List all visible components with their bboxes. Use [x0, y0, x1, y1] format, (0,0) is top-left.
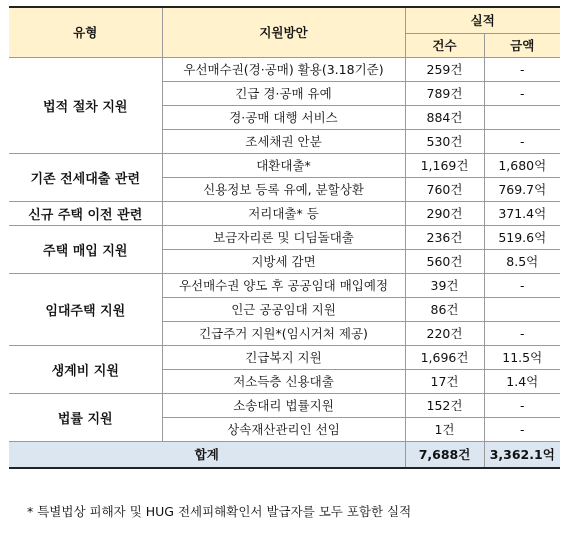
amount-cell: 371.4억	[484, 201, 560, 225]
count-cell: 530건	[405, 129, 484, 153]
method-cell: 긴급복지 지원	[162, 345, 405, 369]
header-type: 유형	[9, 7, 162, 57]
amount-cell	[484, 297, 560, 321]
header-count: 건수	[405, 33, 484, 57]
method-cell: 보금자리론 및 디딤돌대출	[162, 225, 405, 249]
amount-cell: -	[484, 417, 560, 441]
count-cell: 220건	[405, 321, 484, 345]
count-cell: 884건	[405, 105, 484, 129]
category-living-expenses: 생계비 지원	[9, 345, 162, 393]
method-cell: 긴급주거 지원*(임시거처 제공)	[162, 321, 405, 345]
count-cell: 789건	[405, 81, 484, 105]
count-cell: 1,696건	[405, 345, 484, 369]
category-rental-housing: 임대주택 지원	[9, 273, 162, 345]
amount-cell: 1.4억	[484, 369, 560, 393]
count-cell: 760건	[405, 177, 484, 201]
table-row	[9, 153, 560, 177]
category-legal-procedure: 법적 절차 지원	[9, 57, 162, 153]
method-cell: 조세채권 안분	[162, 129, 405, 153]
count-cell: 560건	[405, 249, 484, 273]
amount-cell: -	[484, 129, 560, 153]
count-cell: 259건	[405, 57, 484, 81]
category-existing-loan: 기존 전세대출 관련	[9, 153, 162, 201]
count-cell: 39건	[405, 273, 484, 297]
table-row	[9, 225, 560, 249]
amount-cell: 1,680억	[484, 153, 560, 177]
table-row	[9, 273, 560, 297]
amount-cell: -	[484, 273, 560, 297]
method-cell: 상속재산관리인 선임	[162, 417, 405, 441]
total-count: 7,688건	[405, 441, 484, 468]
method-cell: 우선매수권(경·공매) 활용(3.18기준)	[162, 57, 405, 81]
method-cell: 신용정보 등록 유예, 분할상환	[162, 177, 405, 201]
total-label: 합계	[9, 441, 405, 468]
support-performance-table	[9, 6, 560, 469]
amount-cell: -	[484, 321, 560, 345]
count-cell: 236건	[405, 225, 484, 249]
header-method: 지원방안	[162, 7, 405, 57]
method-cell: 저리대출* 등	[162, 201, 405, 225]
method-cell: 대환대출*	[162, 153, 405, 177]
table-row	[9, 393, 560, 417]
method-cell: 긴급 경·공매 유예	[162, 81, 405, 105]
method-cell: 저소득층 신용대출	[162, 369, 405, 393]
amount-cell	[484, 105, 560, 129]
table-row	[9, 57, 560, 81]
amount-cell: 11.5억	[484, 345, 560, 369]
category-new-housing: 신규 주택 이전 관련	[9, 201, 162, 225]
category-housing-purchase: 주택 매입 지원	[9, 225, 162, 273]
footnote: * 특별법상 피해자 및 HUG 전세피해확인서 발급자를 모두 포함한 실적	[27, 504, 412, 519]
category-legal-support: 법률 지원	[9, 393, 162, 441]
method-cell: 지방세 감면	[162, 249, 405, 273]
table-row	[9, 345, 560, 369]
header-amount: 금액	[484, 33, 560, 57]
amount-cell: -	[484, 57, 560, 81]
table-row	[9, 201, 560, 225]
count-cell: 17건	[405, 369, 484, 393]
amount-cell: 519.6억	[484, 225, 560, 249]
amount-cell: -	[484, 393, 560, 417]
count-cell: 1,169건	[405, 153, 484, 177]
count-cell: 290건	[405, 201, 484, 225]
amount-cell: 769.7억	[484, 177, 560, 201]
count-cell: 86건	[405, 297, 484, 321]
count-cell: 1건	[405, 417, 484, 441]
total-amount: 3,362.1억	[484, 441, 560, 468]
header-performance: 실적	[405, 7, 560, 33]
method-cell: 우선매수권 양도 후 공공임대 매입예정	[162, 273, 405, 297]
total-row	[9, 441, 560, 468]
method-cell: 소송대리 법률지원	[162, 393, 405, 417]
method-cell: 경·공매 대행 서비스	[162, 105, 405, 129]
method-cell: 인근 공공임대 지원	[162, 297, 405, 321]
count-cell: 152건	[405, 393, 484, 417]
amount-cell: -	[484, 81, 560, 105]
amount-cell: 8.5억	[484, 249, 560, 273]
